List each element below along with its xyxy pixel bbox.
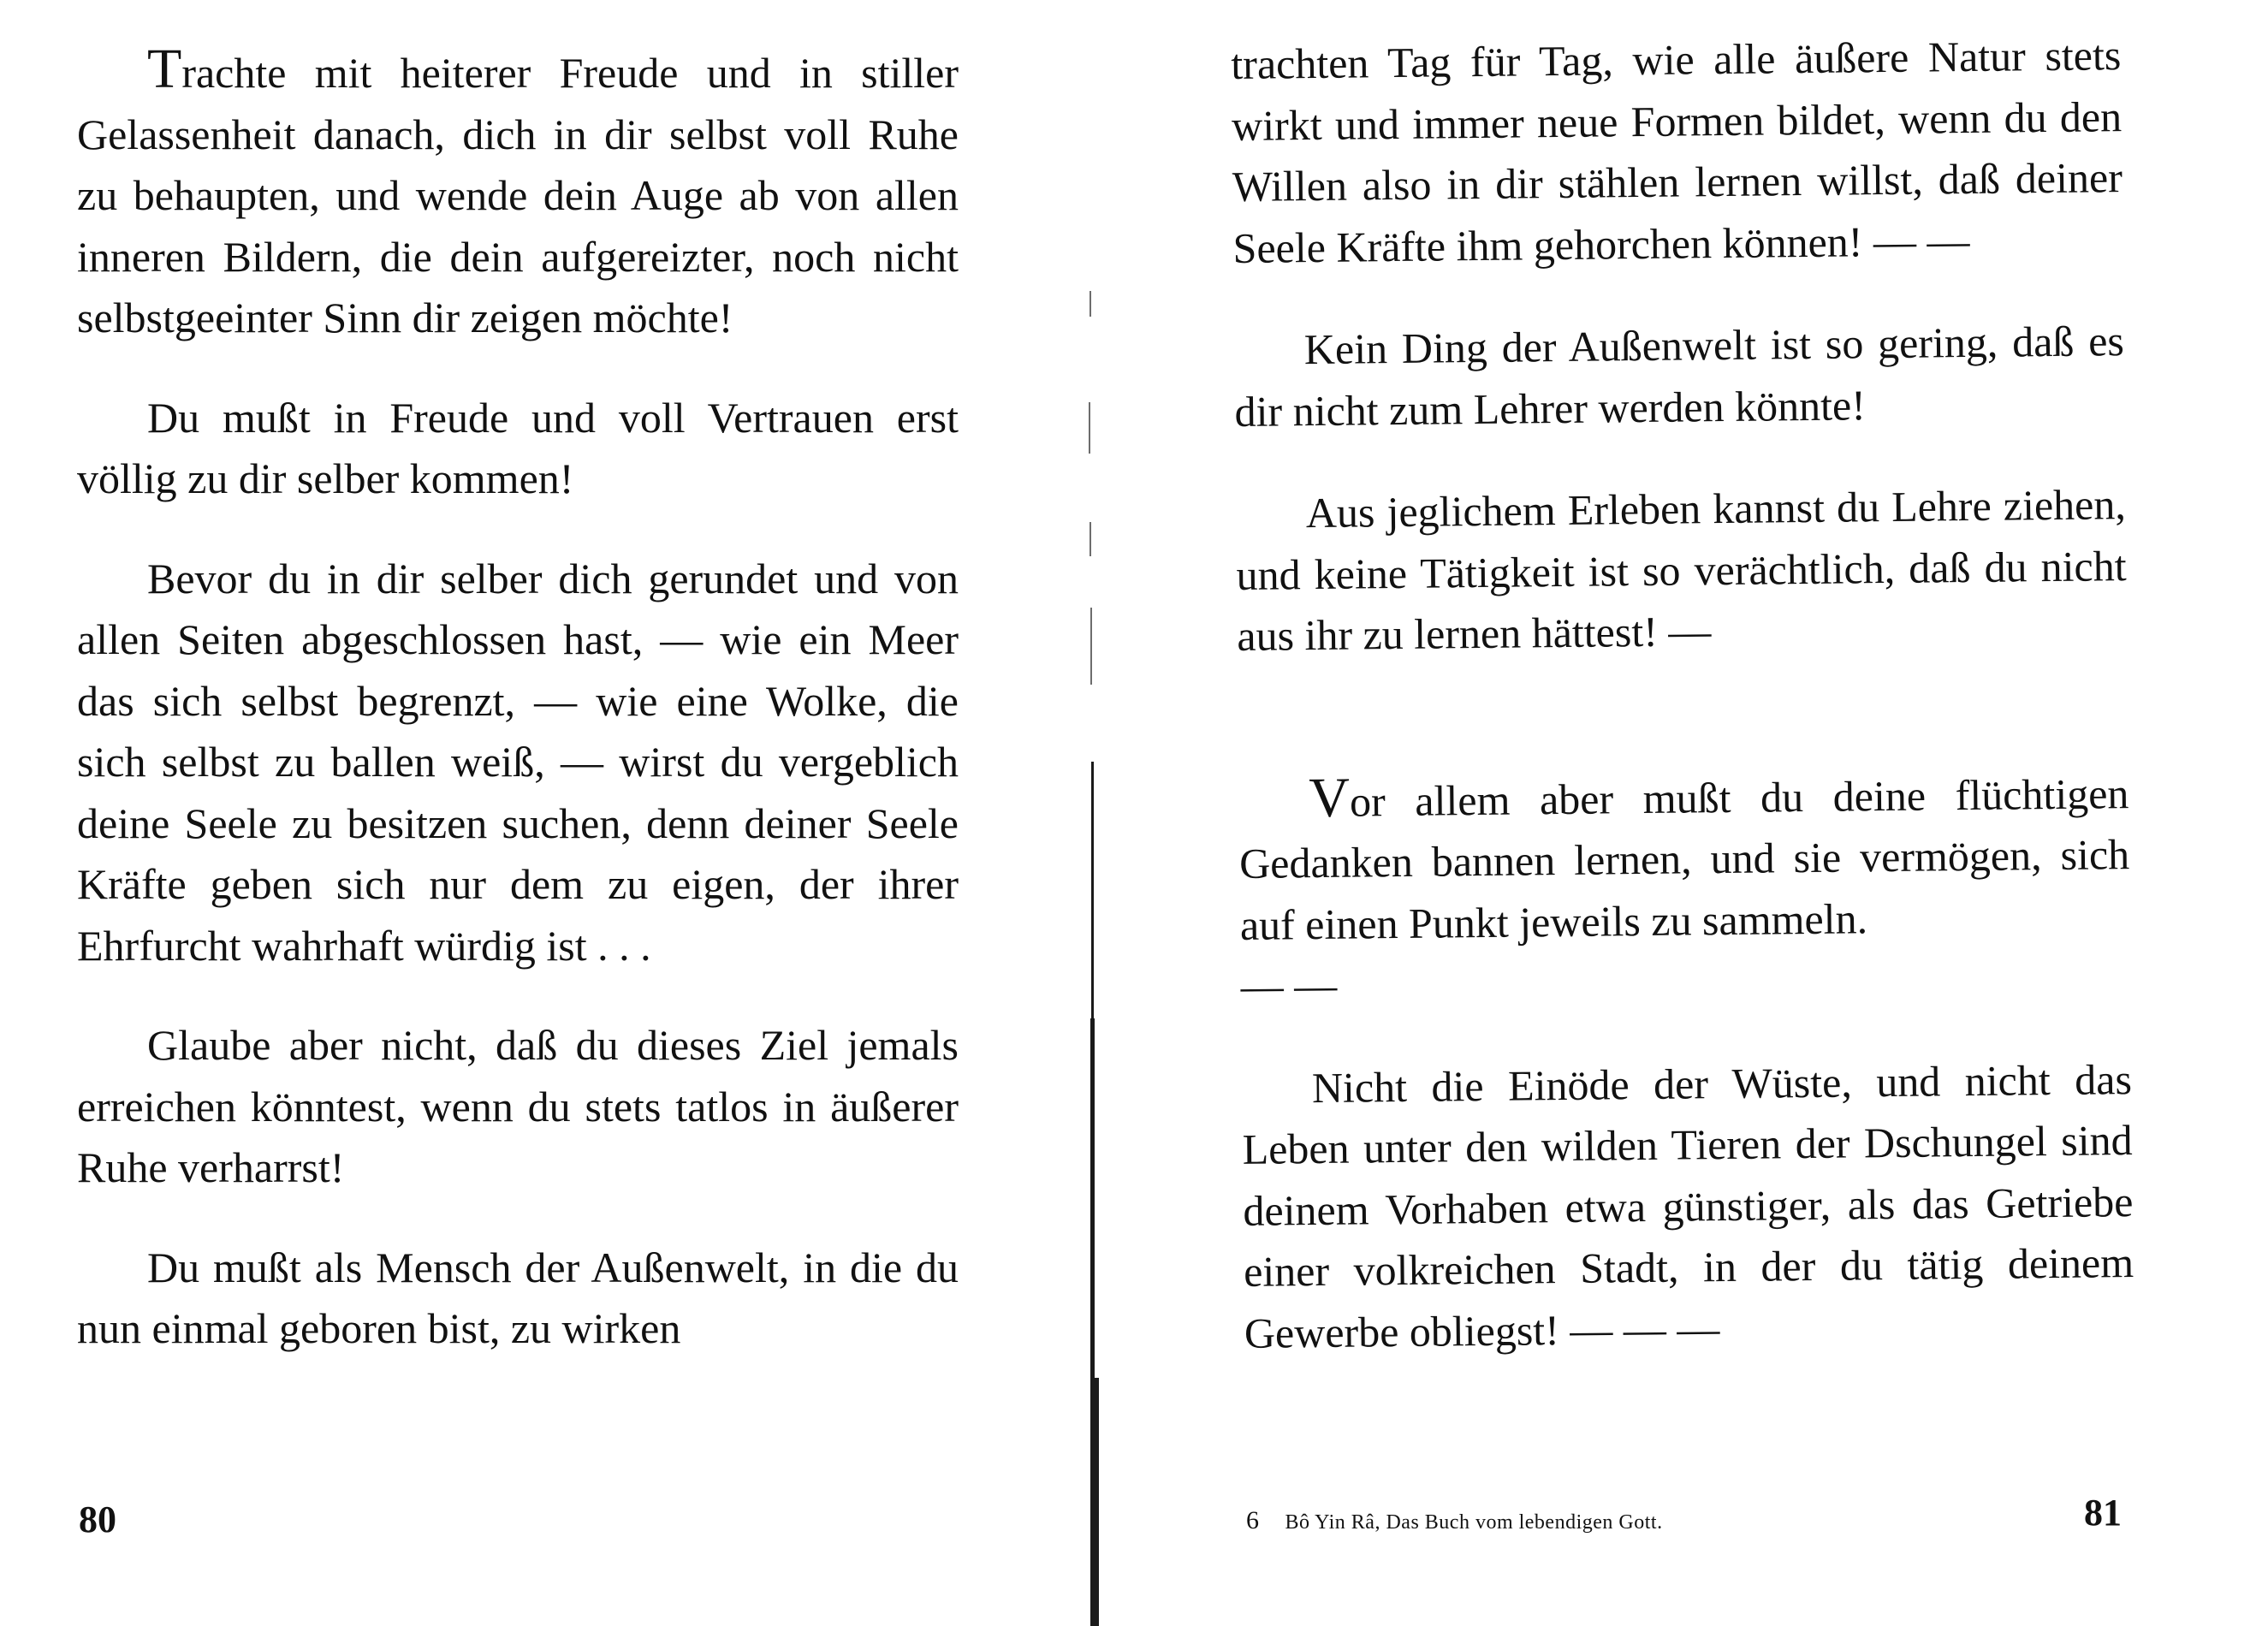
footer-citation: Bô Yin Râ, Das Buch vom lebendigen Gott. bbox=[1285, 1511, 1663, 1534]
paragraph: Nicht die Einöde der Wüste, und nicht das Leben unter den wilden Tieren der Dschungel sind deinem Vorhaben etwa günstiger, als das Getriebe einer volkreichen Stadt, in der du tätig deinem Gewerbe obliegst! — — — bbox=[1242, 1054, 2134, 1357]
paragraph: Kein Ding der Außenwelt ist so gering, daß es dir nicht zum Lehrer werden könnte! bbox=[1234, 317, 2125, 436]
page-number: 80 bbox=[79, 1498, 116, 1540]
paragraph: Trachte mit heiterer Freude und in stiller Gelassenheit danach, dich in dir selbst voll Ruhe zu behaupten, und wende dein Auge ab von allen inneren Bildern, die dein aufgereizter, noch nicht selbstgeeinter Sinn dir zeigen möchte! bbox=[77, 38, 959, 341]
paragraph: Aus jeglichem Erleben kannst du Lehre ziehen, und keine Tätigkeit ist so verächtlich, daß du nicht aus ihr zu lernen hättest! — bbox=[1236, 480, 2127, 660]
signature-mark: 6 bbox=[1246, 1506, 1260, 1534]
paragraph: Glaube aber nicht, daß du dieses Ziel jemals erreichen könntest, wenn du stets tatlos in äußerer Ruhe verharrst! bbox=[77, 1021, 959, 1191]
right-text-column bbox=[1231, 25, 2134, 1364]
paragraph: Du mußt als Mensch der Außenwelt, in die du nun einmal geboren bist, zu wirken bbox=[77, 1243, 959, 1352]
trailing-dashes: — — bbox=[1240, 960, 1338, 1010]
page-footer bbox=[1246, 1506, 1663, 1535]
page-number: 81 bbox=[2084, 1492, 2122, 1534]
right-page bbox=[1113, 0, 2268, 1626]
paragraph bbox=[1238, 759, 2131, 1018]
paragraph: trachten Tag für Tag, wie alle äußere Natur stets wirkt und immer neue Formen bildet, wenn du den Willen also in dir stählen lernen willst, daß deiner Seele Kräfte ihm gehorchen können! — — bbox=[1231, 31, 2123, 272]
book-gutter bbox=[1085, 163, 1099, 1626]
left-text-column bbox=[77, 39, 959, 1360]
left-page bbox=[0, 0, 1070, 1626]
paragraph: Du mußt in Freude und voll Vertrauen erst völlig zu dir selber kommen! bbox=[77, 393, 959, 502]
paragraph: Bevor du in dir selber dich gerundet und von allen Seiten abgeschlossen hast, — wie ein Meer das sich selbst begrenzt, — wie eine Wolke, die sich selbst zu ballen weiß, — wirst du vergeblich deine Seele zu besitzen suchen, denn deiner Seele Kräfte geben sich nur dem zu eigen, der ihrer Ehrfurcht wahrhaft würdig ist . . . bbox=[77, 554, 959, 970]
paragraph-text: Vor allem aber mußt du deine flüchtigen Gedanken bannen lernen, und sie vermögen, sich auf einen Punkt jeweils zu sammeln. bbox=[1238, 766, 2130, 949]
